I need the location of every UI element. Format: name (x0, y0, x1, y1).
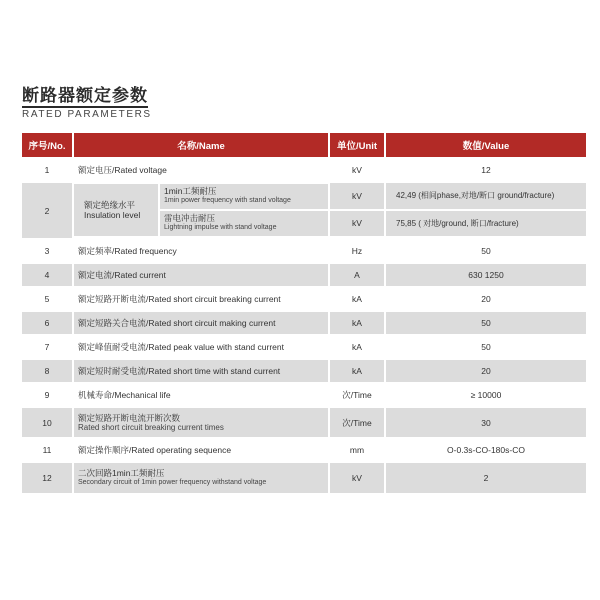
cell-value: 630 1250 (386, 264, 586, 286)
cell-no: 5 (44, 294, 50, 304)
insulation-subtable (74, 184, 328, 236)
title-chinese: 断路器额定参数 (22, 86, 148, 108)
cell-unit: Hz (351, 246, 363, 256)
cell-value: 12 (481, 165, 491, 175)
table-row (22, 439, 586, 461)
table-header-row (22, 133, 586, 157)
cell-name: 机械寿命/Mechanical life (78, 390, 171, 400)
cell-value: 75,85 ( 对地/ground, 断口/fracture) (386, 211, 586, 236)
sub-item-power-frequency (160, 184, 328, 209)
table-row (22, 264, 586, 286)
cell-no: 7 (44, 342, 50, 352)
table-row (22, 288, 586, 310)
cell-no: 12 (22, 463, 72, 493)
cell-no: 6 (22, 312, 72, 334)
insulation-level-label (74, 184, 158, 236)
cell-name (74, 408, 328, 437)
cell-name: 额定电压/Rated voltage (78, 165, 167, 175)
table-row (22, 336, 586, 358)
cell-unit-group (330, 183, 384, 236)
cell-value: 30 (386, 408, 586, 437)
cell-name: 额定电流/Rated current (74, 264, 328, 286)
sub-item-lightning-impulse (160, 209, 328, 236)
cell-name-en: Secondary circuit of 1min power frequency withstand voltage (78, 479, 267, 486)
cell-no: 3 (44, 246, 50, 256)
table-row (22, 360, 586, 382)
cell-name-group (74, 183, 328, 236)
cell-no: 8 (22, 360, 72, 382)
table-row (22, 159, 586, 181)
sub-item-en: Lightning impulse with stand voltage (164, 224, 277, 231)
cell-name: 额定频率/Rated frequency (78, 246, 177, 256)
table-row (22, 463, 586, 493)
cell-unit: kA (352, 342, 362, 352)
sub-item-cn: 雷电冲击耐压 (164, 213, 216, 223)
cell-unit: 次/Time (330, 408, 384, 437)
sub-item-cn: 1min工频耐压 (164, 186, 217, 196)
cell-no: 1 (44, 165, 50, 175)
insulation-cn: 额定绝缘水平 (84, 199, 136, 210)
cell-unit: A (330, 264, 384, 286)
cell-unit: kV (330, 183, 384, 209)
sub-item-en: 1min power frequency with stand voltage (164, 197, 291, 204)
cell-no: 9 (44, 390, 50, 400)
cell-name: 额定短时耐受电流/Rated short time with stand current (74, 360, 328, 382)
table-row (22, 312, 586, 334)
cell-no: 4 (22, 264, 72, 286)
cell-value: 20 (481, 294, 491, 304)
header-name: 名称/Name (74, 133, 328, 157)
cell-name-cn: 二次回路1min工频耐压 (78, 468, 165, 478)
cell-unit: kV (330, 463, 384, 493)
cell-unit: mm (349, 445, 365, 455)
cell-value: 2 (386, 463, 586, 493)
cell-name-cn: 额定短路开断电流开断次数 (78, 412, 181, 423)
cell-no: 2 (22, 183, 72, 238)
cell-value: 42,49 (相间phase,对地/断口 ground/fracture) (386, 183, 586, 209)
cell-value: ≥ 10000 (470, 390, 502, 400)
cell-name: 额定峰值耐受电流/Rated peak value with stand current (78, 342, 284, 352)
cell-value: 50 (386, 312, 586, 334)
cell-name-en: Rated short circuit breaking current times (78, 422, 224, 432)
table-row (22, 183, 586, 236)
cell-no: 11 (42, 445, 52, 455)
cell-unit: kV (330, 211, 384, 236)
cell-value: O-0.3s-CO-180s-CO (447, 445, 525, 455)
cell-unit: kV (352, 165, 362, 175)
cell-value: 50 (481, 342, 491, 352)
header-value: 数值/Value (386, 133, 586, 157)
title-english: RATED PARAMETERS (22, 109, 152, 120)
cell-unit: kA (330, 312, 384, 334)
table-row (22, 384, 586, 406)
rated-parameters-table (20, 131, 588, 495)
insulation-en: Insulation level (84, 209, 141, 220)
cell-value-group (386, 183, 586, 236)
cell-unit: 次/Time (342, 390, 372, 400)
cell-no: 10 (22, 408, 72, 437)
cell-unit: kA (330, 360, 384, 382)
cell-name: 额定短路关合电流/Rated short circuit making current (74, 312, 328, 334)
cell-value: 20 (386, 360, 586, 382)
cell-unit: kA (352, 294, 362, 304)
table-row (22, 408, 586, 437)
table-row (22, 240, 586, 262)
cell-name: 额定操作顺序/Rated operating sequence (78, 445, 232, 455)
cell-name (74, 463, 328, 493)
cell-name: 额定短路开断电流/Rated short circuit breaking current (78, 294, 281, 304)
cell-value: 50 (481, 246, 491, 256)
section-title (22, 86, 152, 121)
header-no: 序号/No. (22, 133, 72, 157)
header-unit: 单位/Unit (330, 133, 384, 157)
